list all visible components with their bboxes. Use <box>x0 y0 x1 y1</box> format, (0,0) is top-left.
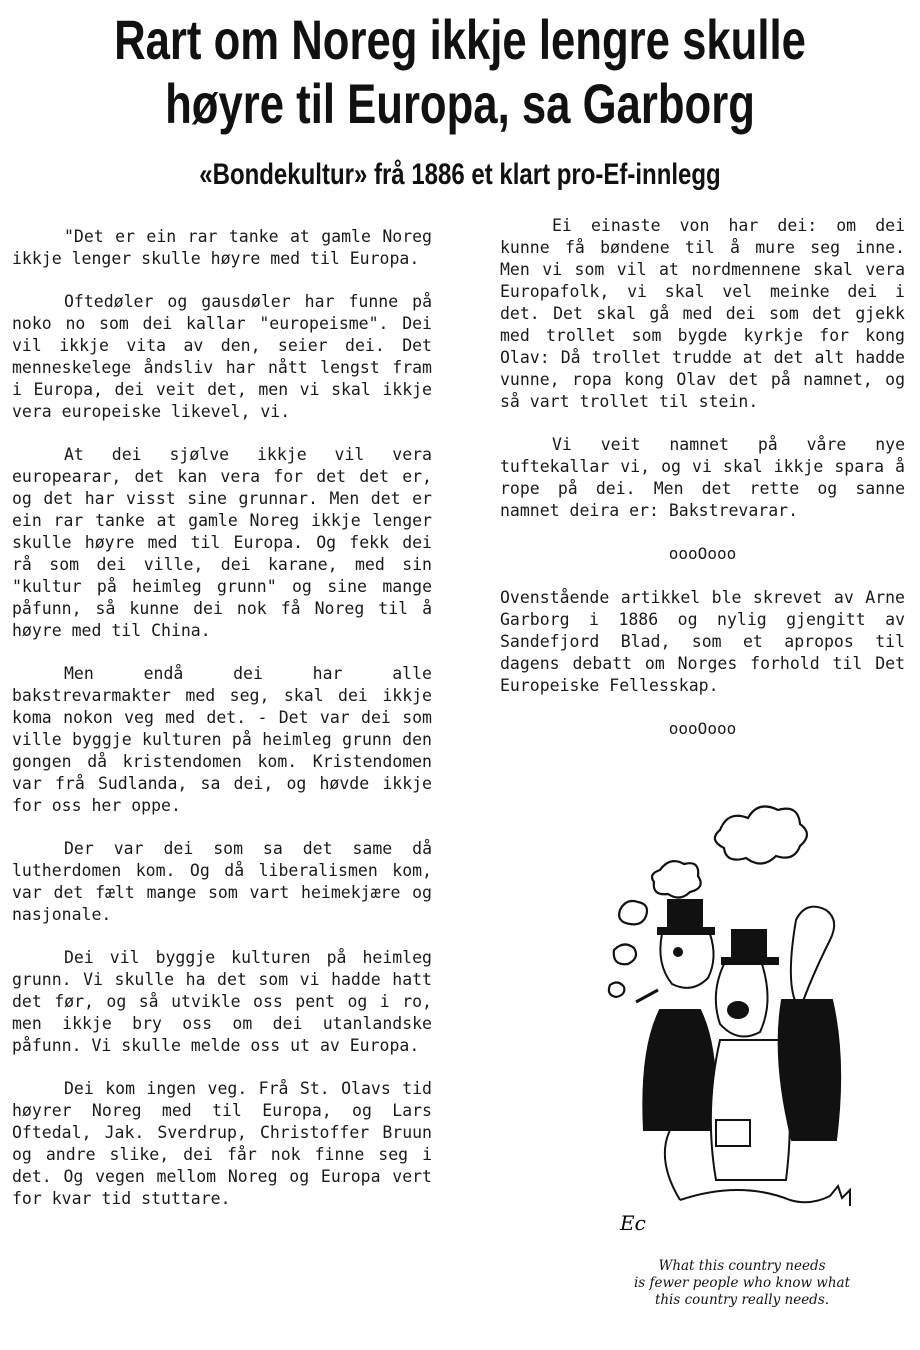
paragraph: Vi veit namnet på våre nye tuftekallar vi, og vi skal ikkje spara å rope på dei. Men det rette og sanne namnet deira er: Bakstrevarar. <box>500 435 905 520</box>
editor-note: Ovenstående artikkel ble skrevet av Arne Garborg i 1886 og nylig gjengitt av Sandefjord Blad, som et apropos til dagens debatt om Norges forhold til Det Europeiske Fellesskap. <box>500 588 905 695</box>
headline <box>101 8 819 136</box>
paragraph: Dei kom ingen veg. Frå St. Olavs tid høyrer Noreg med til Europa, og Lars Oftedal, Jak. Sverdrup, Christoffer Bruun og andre slike, dei får nok finne seg i det. Og vegen mellom Noreg og Europa vert for kvar tid stuttare. <box>12 1079 432 1208</box>
paragraph: Oftedøler og gausdøler har funne på noko no som dei kallar "europeisme". Dei vil ikkje vita av den, seier dei. Det menneskelege åndsliv har nått lengst fram i Europa, dei veit det, men vi skal ikkje vera europeiske likevel, vi. <box>12 292 432 421</box>
paragraph: "Det er ein rar tanke at gamle Noreg ikkje lenger skulle høyre med til Europa. <box>12 227 432 268</box>
caption-line: What this country needs <box>658 1258 826 1274</box>
caption-line: is fewer people who know what <box>633 1275 851 1291</box>
paragraph: Der var dei som sa det same då lutherdomen kom. Og då liberalismen kom, var det fælt mange som vart heimekjære og nasjonale. <box>12 839 432 924</box>
right-figure <box>779 907 841 1140</box>
headline-line-2: høyre til Europa, sa Garborg <box>165 72 755 135</box>
subheadline: «Bondekultur» frå 1886 et klart pro-Ef-innlegg <box>199 158 721 191</box>
paragraph: Dei vil byggje kulturen på heimleg grunn. Vi skulle ha det som vi hadde hatt det før, og så utvikle oss pent og i ro, men ikkje bry oss om dei utanlandske påfunn. Vi skulle melde oss ut av Europa. <box>12 948 432 1055</box>
cartoon-caption <box>612 1258 872 1309</box>
separator: oooOooo <box>668 544 737 563</box>
paragraph: Ei einaste von har dei: om dei kunne få bøndene til å mure seg inne. Men vi som vil at nordmennene skal vera Europafolk, vi skal vel meinke dei i det. Det skal gå med dei som det gjekk med trollet som bygde kyrkje for kong Olav: Då trollet trudde at det alt hadde vunne, ropa kong Olav det på namnet, og så vart trollet til stein. <box>500 216 905 411</box>
left-figure <box>636 900 715 1130</box>
left-column <box>12 226 432 1231</box>
paragraph: Men endå dei har alle bakstrevarmakter med seg, skal dei ikkje koma nokon veg med det. - Det var dei som ville byggje kulturen på heimleg grunn den gongen då kristendomen kom. Kristendomen var frå Sudlanda, sa dei, og høvde ikkje for oss her oppe. <box>12 664 432 815</box>
artist-signature: Ec <box>620 1211 646 1235</box>
caption-line: this country really needs. <box>654 1292 830 1308</box>
headline-line-1: Rart om Noreg ikkje lengre skulle <box>114 8 806 71</box>
paragraph: At dei sjølve ikkje vil vera europearar, det kan vera for det det er, og det har visst sine grunnar. Men det er ein rar tanke at gamle Noreg ikkje lenger skulle høyre med til Europa. Og fekk dei rå som dei ville, dei karane, med sin "kultur på heimleg grunn" og sine mange påfunn, så kunne dei nok få Noreg til å høyre med til China. <box>12 445 432 640</box>
right-column <box>500 215 905 762</box>
separator: oooOooo <box>668 719 737 738</box>
cartoon-illustration <box>600 800 900 1255</box>
